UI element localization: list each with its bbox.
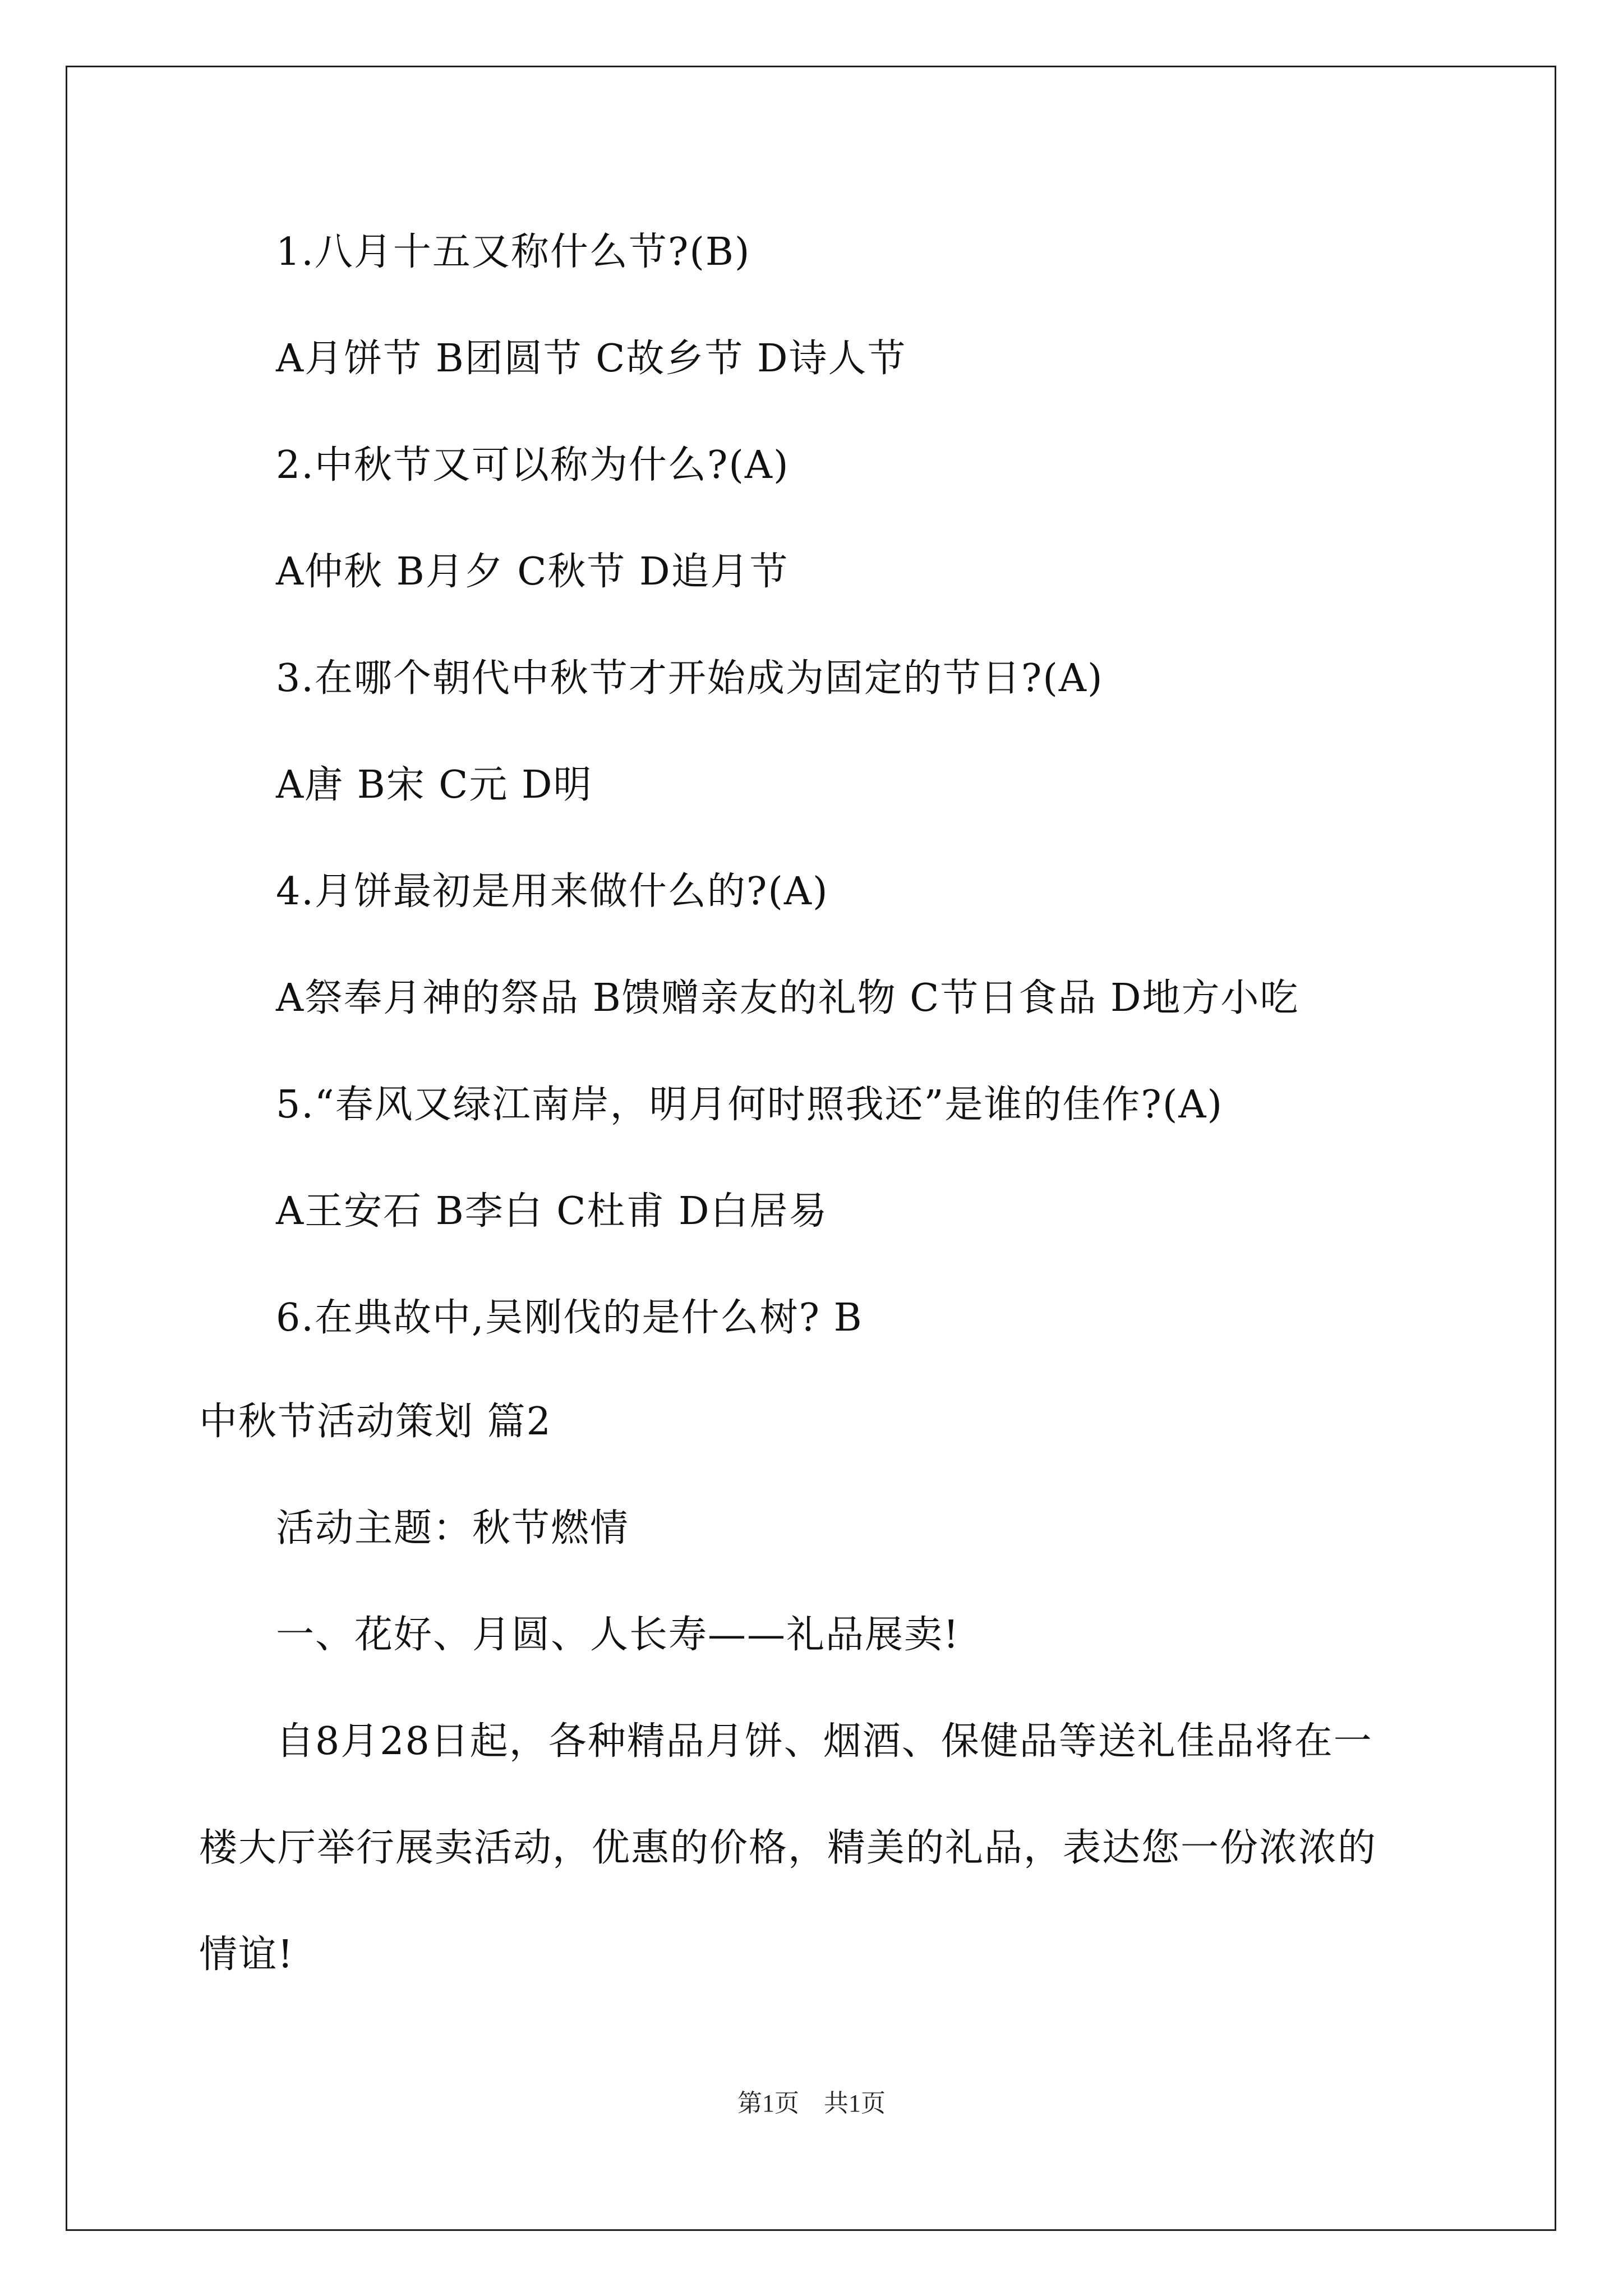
options-2: A仲秋 B月夕 C秋节 D追月节 bbox=[276, 550, 789, 594]
page-footer: 第1页 共1页 bbox=[737, 2090, 886, 2117]
question-4: 4.月饼最初是用来做什么的?(A) bbox=[276, 869, 829, 914]
options-4: A祭奉月神的祭品 B馈赠亲友的礼物 C节日食品 D地方小吃 bbox=[276, 976, 1299, 1020]
question-5: 5.“春风又绿江南岸，明月何时照我还”是谁的佳作?(A) bbox=[276, 1083, 1224, 1127]
question-3: 3.在哪个朝代中秋节才开始成为固定的节日?(A) bbox=[276, 656, 1104, 701]
options-5: A王安石 B李白 C杜甫 D白居易 bbox=[276, 1189, 828, 1234]
section-heading: 中秋节活动策划 篇2 bbox=[199, 1400, 552, 1444]
paragraph-line-3: 情谊! bbox=[199, 1932, 294, 1977]
options-3: A唐 B宋 C元 D明 bbox=[276, 763, 593, 807]
paragraph-line-1: 自8月28日起，各种精品月饼、烟酒、保健品等送礼佳品将在一 bbox=[276, 1719, 1373, 1764]
question-6: 6.在典故中,吴刚伐的是什么树? B bbox=[276, 1296, 863, 1340]
options-1: A月饼节 B团圆节 C故乡节 D诗人节 bbox=[276, 337, 907, 381]
activity-theme: 活动主题：秋节燃情 bbox=[276, 1506, 630, 1550]
question-2: 2.中秋节又可以称为什么?(A) bbox=[276, 443, 790, 487]
paragraph-line-2: 楼大厅举行展卖活动，优惠的价格，精美的礼品，表达您一份浓浓的 bbox=[199, 1826, 1377, 1870]
page-border bbox=[66, 66, 1556, 2231]
question-1: 1.八月十五又称什么节?(B) bbox=[276, 230, 751, 274]
subheading-gift-sale: 一、花好、月圆、人长寿——礼品展卖! bbox=[276, 1613, 960, 1657]
